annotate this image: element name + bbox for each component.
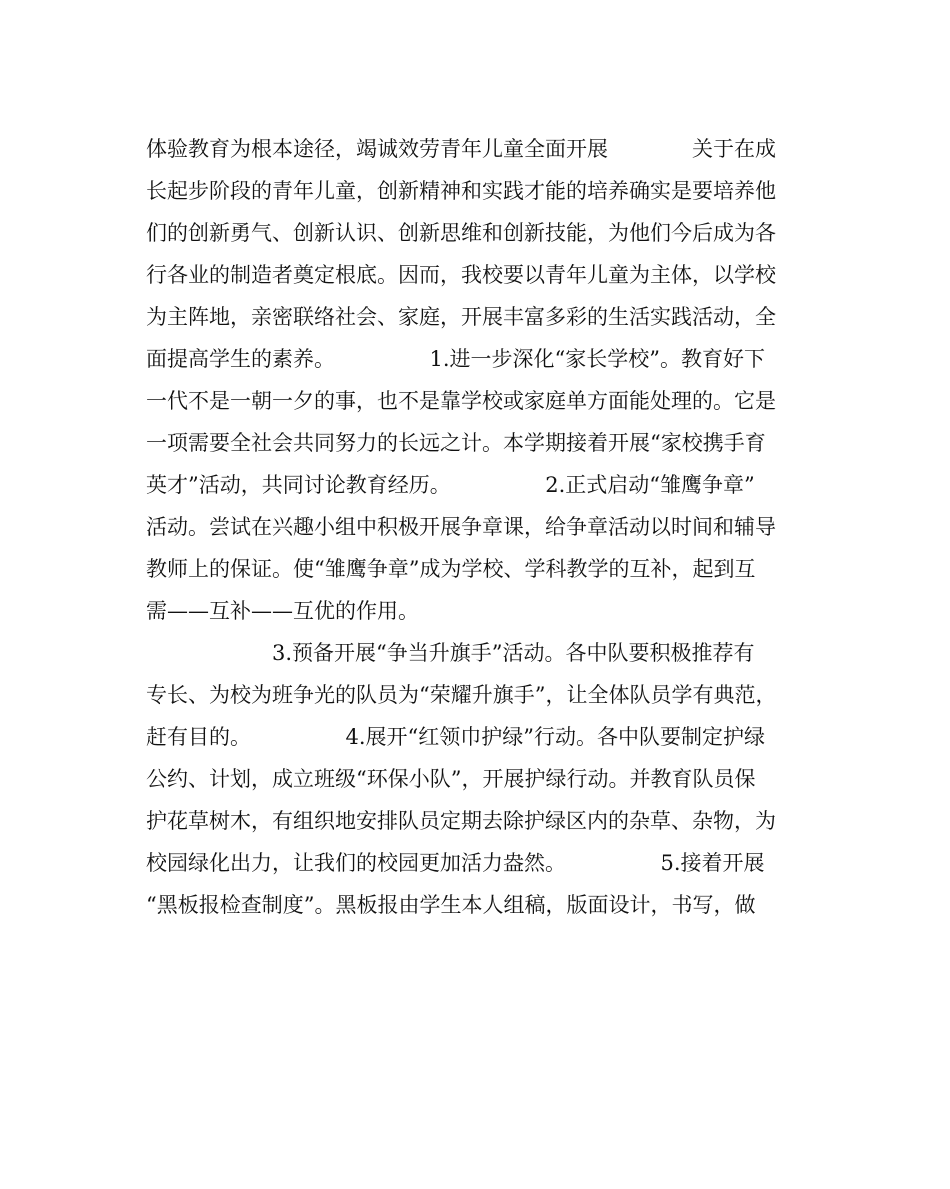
text-line: 英才”活动，共同讨论教育经历。 2.正式启动“雏鹰争章” xyxy=(146,473,755,497)
text-line: 体验教育为根本途径，竭诚效劳青年儿童全面开展 关于在成 xyxy=(146,137,776,161)
body-text xyxy=(146,128,816,926)
text-line: 一项需要全社会共同努力的长远之计。本学期接着开展“家校携手育 xyxy=(146,431,766,455)
text-line: 行各业的制造者奠定根底。因而，我校要以青年儿童为主体，以学校 xyxy=(146,263,776,287)
text-line: 护花草树木，有组织地安排队员定期去除护绿区内的杂草、杂物，为 xyxy=(146,809,776,833)
text-line: 校园绿化出力，让我们的校园更加活力盎然。 5.接着开展 xyxy=(146,851,765,875)
text-line: 3.预备开展“争当升旗手”活动。各中队要积极推荐有 xyxy=(146,641,755,665)
text-line: 一代不是一朝一夕的事，也不是靠学校或家庭单方面能处理的。它是 xyxy=(146,389,776,413)
text-line: 面提高学生的素养。 1.进一步深化“家长学校”。教育好下 xyxy=(146,347,766,371)
text-line: 为主阵地，亲密联络社会、家庭，开展丰富多彩的生活实践活动，全 xyxy=(146,305,776,329)
text-line: 活动。尝试在兴趣小组中积极开展争章课，给争章活动以时间和辅导 xyxy=(146,515,776,539)
text-line: “黑板报检查制度”。黑板报由学生本人组稿，版面设计，书写，做 xyxy=(146,893,756,917)
text-line: 公约、计划，成立班级“环保小队”，开展护绿行动。并教育队员保 xyxy=(146,767,756,791)
text-line: 们的创新勇气、创新认识、创新思维和创新技能，为他们今后成为各 xyxy=(146,221,776,245)
text-line: 需——互补——互优的作用。 xyxy=(146,599,419,623)
text-line: 赶有目的。 4.展开“红领巾护绿”行动。各中队要制定护绿 xyxy=(146,725,766,749)
text-line: 长起步阶段的青年儿童，创新精神和实践才能的培养确实是要培养他 xyxy=(146,179,776,203)
text-line: 教师上的保证。使“雏鹰争章”成为学校、学科教学的互补，起到互 xyxy=(146,557,756,581)
text-line: 专长、为校为班争光的队员为“荣耀升旗手”，让全体队员学有典范， xyxy=(146,683,777,707)
